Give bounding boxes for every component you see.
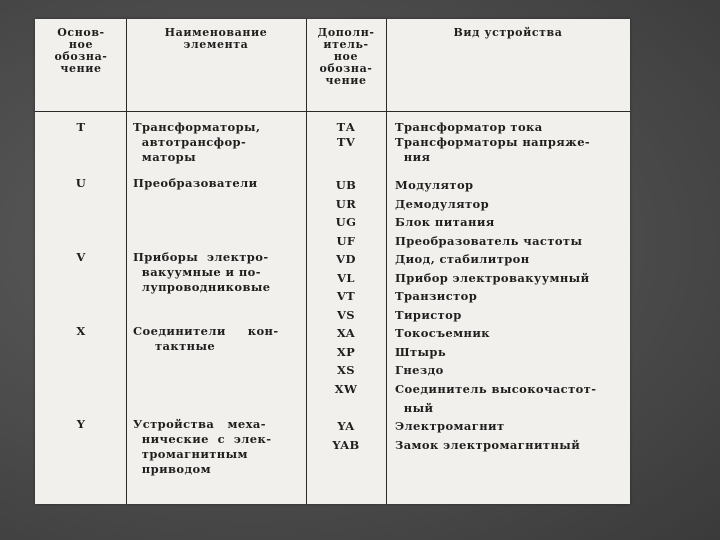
device-type-V: Диод, стабилитрон Прибор электровакуумный Транзистор Тиристор (395, 252, 590, 323)
sub-codes-T: ТА ТV (336, 120, 356, 149)
sub-codes-X: XA XP XS XW (334, 326, 358, 397)
element-name-V: Приборы электро- вакуумные и по- лупроводниковые (133, 250, 271, 294)
element-name-T: Трансформаторы, автотрансфор- маторы (133, 120, 261, 164)
element-name-U: Преобразователи (133, 176, 258, 190)
element-name-X: Соединители кон- тактные (133, 324, 279, 353)
device-type-Y: Электромагнит Замок электромагнитный (395, 419, 581, 452)
sub-codes-V: VD VL VT VS (336, 252, 356, 323)
sub-codes-Y: YA YAB (332, 419, 360, 452)
scanned-table (35, 19, 630, 504)
device-type-U: Модулятор Демодулятор Блок питания Преобразователь частоты (395, 178, 583, 249)
column-divider (306, 19, 307, 504)
device-type-T: Трансформатор тока Трансформаторы напряже- ния (395, 120, 591, 164)
column-divider (126, 19, 127, 504)
element-name-Y: Устройства меха- нические с элек- тромагнитным приводом (133, 417, 272, 476)
main-code-U: U (75, 176, 87, 190)
main-code-X: X (76, 324, 86, 338)
header-element-name: Наименование элемента (164, 26, 268, 51)
sub-codes-U: UB UR UG UF (335, 178, 357, 249)
header-main-designation: Основ- ное обозна- чение (54, 26, 108, 75)
header-additional-designation: Дополн- итель- ное обозна- чение (317, 26, 375, 87)
column-divider (386, 19, 387, 504)
main-code-T: Т (76, 120, 86, 134)
main-code-V: V (76, 250, 86, 264)
header-device-type: Вид устройства (453, 26, 563, 39)
main-code-Y: Y (76, 417, 86, 431)
device-type-X: Токосъемник Штырь Гнездо Соединитель высокочастот- ный (395, 326, 597, 415)
header-divider (35, 111, 630, 112)
